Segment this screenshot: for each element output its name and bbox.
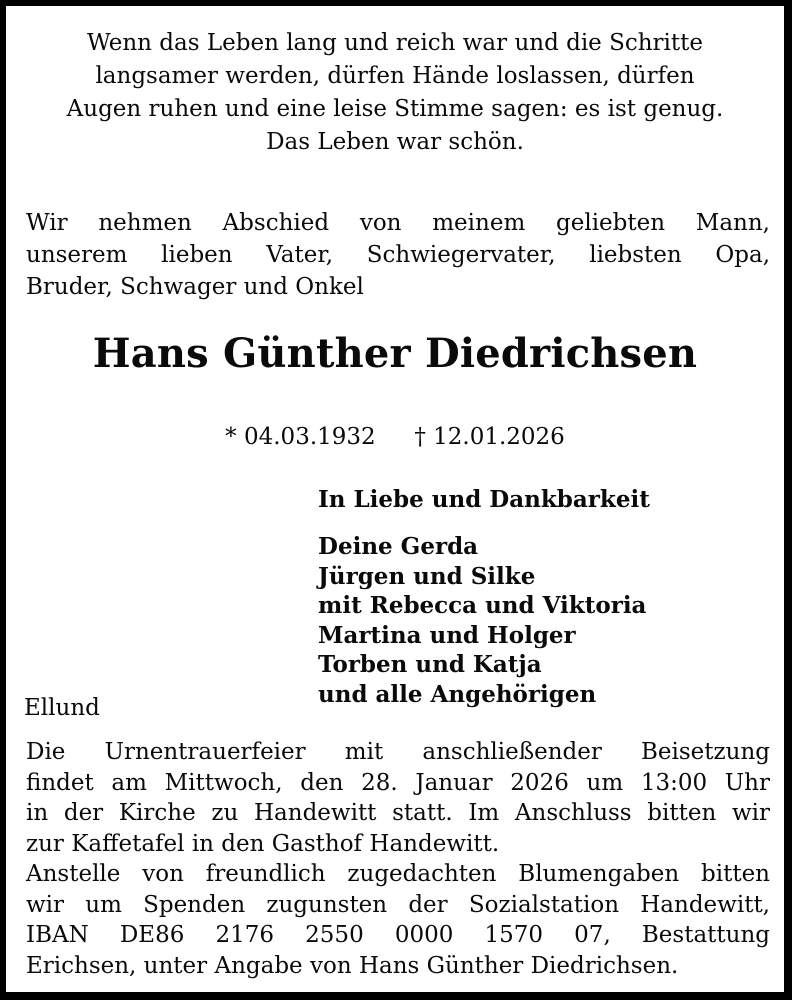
obituary-notice bbox=[6, 6, 784, 992]
motto-line: Wenn das Leben lang und reich war und die Schritte bbox=[86, 30, 703, 56]
place-name: Ellund bbox=[24, 695, 100, 721]
motto-line: Das Leben war schön. bbox=[266, 129, 524, 155]
mourner-entry: Martina und Holger bbox=[318, 621, 576, 649]
service-details bbox=[26, 737, 770, 981]
death-cross-icon: † bbox=[414, 424, 426, 450]
birth-date: 04.03.1932 bbox=[243, 424, 376, 450]
farewell-intro bbox=[26, 207, 770, 303]
mourners-list bbox=[318, 532, 646, 709]
mourner-entry: Torben und Katja bbox=[318, 651, 542, 678]
death-date: 12.01.2026 bbox=[433, 424, 565, 450]
deceased-name: Hans Günther Diedrichsen bbox=[92, 330, 698, 377]
service-line: Anstelle von freundlich zugedachten Blumengaben bitten bbox=[26, 861, 770, 887]
mourner-entry: mit Rebecca und Viktoria bbox=[318, 592, 647, 619]
mourner-entry: und alle Angehörigen bbox=[318, 680, 597, 708]
birth-star-icon: * bbox=[225, 424, 237, 450]
motto-line: Augen ruhen und eine leise Stimme sagen: es ist genug. bbox=[66, 96, 724, 122]
motto-poem bbox=[6, 27, 784, 159]
service-line: zur Kaffetafel in den Gasthof Handewitt. bbox=[26, 830, 500, 857]
intro-line: Wir nehmen Abschied von meinem geliebten Mann, bbox=[26, 210, 770, 236]
service-line: wir um Spenden zugunsten der Sozialstation Handewitt, bbox=[26, 891, 770, 918]
service-line: findet am Mittwoch, den 28. Januar 2026 um 13:00 Uhr bbox=[26, 769, 770, 796]
life-dates bbox=[6, 421, 784, 453]
service-line: IBAN DE86 2176 2550 0000 1570 07, Bestattung bbox=[26, 922, 770, 948]
mourner-entry: Jürgen und Silke bbox=[318, 562, 536, 590]
motto-line: langsamer werden, dürfen Hände loslassen, dürfen bbox=[95, 63, 695, 89]
service-line: Erichsen, unter Angabe von Hans Günther Diedrichsen. bbox=[26, 952, 679, 979]
intro-line: unserem lieben Vater, Schwiegervater, liebsten Opa, bbox=[26, 242, 770, 268]
mourner-entry: Deine Gerda bbox=[318, 533, 479, 560]
intro-line: Bruder, Schwager und Onkel bbox=[26, 274, 364, 300]
service-line: in der Kirche zu Handewitt statt. Im Anschluss bitten wir bbox=[26, 800, 770, 826]
service-line: Die Urnentrauerfeier mit anschließender Beisetzung bbox=[26, 739, 770, 765]
mourners-heading: In Liebe und Dankbarkeit bbox=[318, 486, 650, 513]
